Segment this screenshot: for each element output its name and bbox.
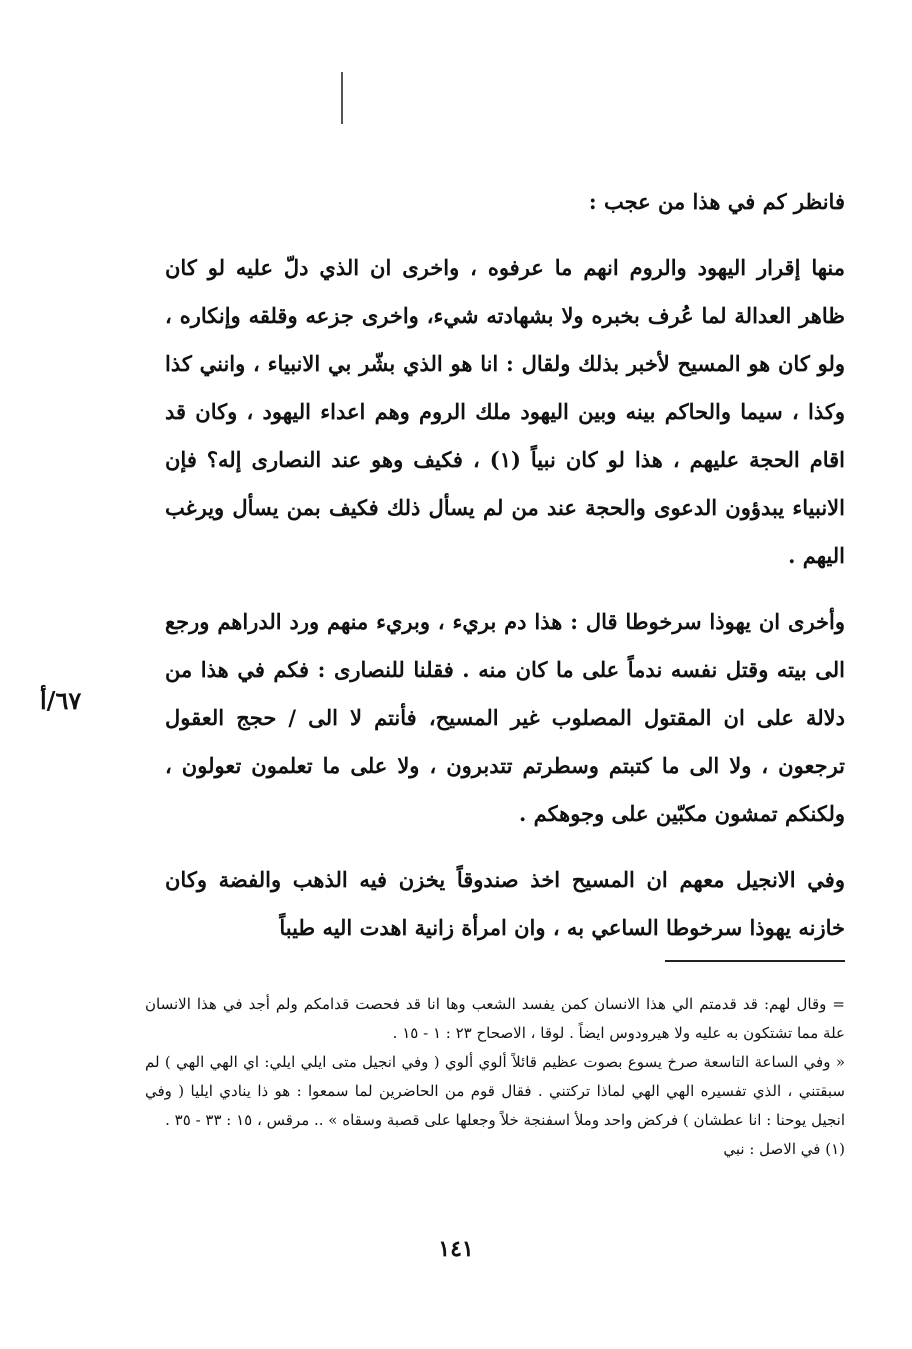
paragraph: وأخرى ان يهوذا سرخوطا قال : هذا دم بريء ، وبريء منهم ورد الدراهم ورجع الى بيته وقتل نفسه ندماً على ما كان منه . فقلنا للنصارى : فكم في هذا من دلالة على ان المقتول المصلوب غير المسيح، فأنتم لا الى / حجج العقول ترجعون ، ولا الى ما كتبتم وسطرتم تتدبرون ، ولا على ما تعلمون تعولون ، ولكنكم تمشون مكبّين على وجوهكم .: [165, 609, 845, 826]
page-number: ١٤١: [438, 1236, 474, 1262]
paragraph-intro: فانظر كم في هذا من عجب :: [588, 189, 845, 214]
paragraph: وفي الانجيل معهم ان المسيح اخذ صندوقاً يخزن فيه الذهب والفضة وكان خازنه يهوذا سرخوطا الساعي به ، وان امرأة زانية اهدت اليه طيباً: [165, 867, 845, 940]
gutter-mark: [341, 72, 343, 124]
footnote-separator: [665, 960, 845, 962]
footnote: (١) في الاصل : نبي: [723, 1140, 845, 1158]
main-text: [165, 178, 845, 952]
footnotes: [145, 990, 845, 1164]
footnote: « وفي الساعة التاسعة صرخ يسوع بصوت عظيم قائلاً ألوي ألوي ( وفي انجيل متى ايلي ايلي: اي الهي الهي ) لم سبقتني ، الذي تفسيره الهي الهي لماذا تركتني . فقال قوم من الحاضرين لما سمعوا : هو ذا ينادي ايليا ( وفي انجيل يوحنا : انا عطشان ) فركض واحد وملأ اسفنجة خلاً وجعلها على قصبة وسقاه » .. مرقس ، ١٥ : ٣٣ - ٣٥ .: [145, 1053, 845, 1129]
footnote: = وقال لهم: قد قدمتم الي هذا الانسان كمن يفسد الشعب وها انا قد فحصت قدامكم ولم أجد في هذا الانسان علة مما تشتكون به عليه ولا هيرودوس ايضاً . لوقا ، الاصحاح ٢٣ : ١ - ١٥ .: [145, 995, 845, 1042]
manuscript-folio-note: ٦٧/أ: [40, 686, 82, 715]
paragraph: منها إقرار اليهود والروم انهم ما عرفوه ، واخرى ان الذي دلّ عليه لو كان ظاهر العدالة لما عُرف بخبره ولا بشهادته شيء، واخرى جزعه وقلقه وإنكاره ، ولو كان هو المسيح لأخبر بذلك ولقال : انا هو الذي بشّر بي الانبياء ، وانني كذا وكذا ، سيما والحاكم بينه وبين اليهود ملك الروم وهم اعداء اليهود ، وكان قد اقام الحجة عليهم ، هذا لو كان نبياً (١) ، فكيف وهو عند النصارى إله؟ فإن الانبياء يبدؤون الدعوى والحجة عند من لم يسأل ذلك فكيف بمن يسأل ويرغب اليهم .: [165, 255, 846, 568]
